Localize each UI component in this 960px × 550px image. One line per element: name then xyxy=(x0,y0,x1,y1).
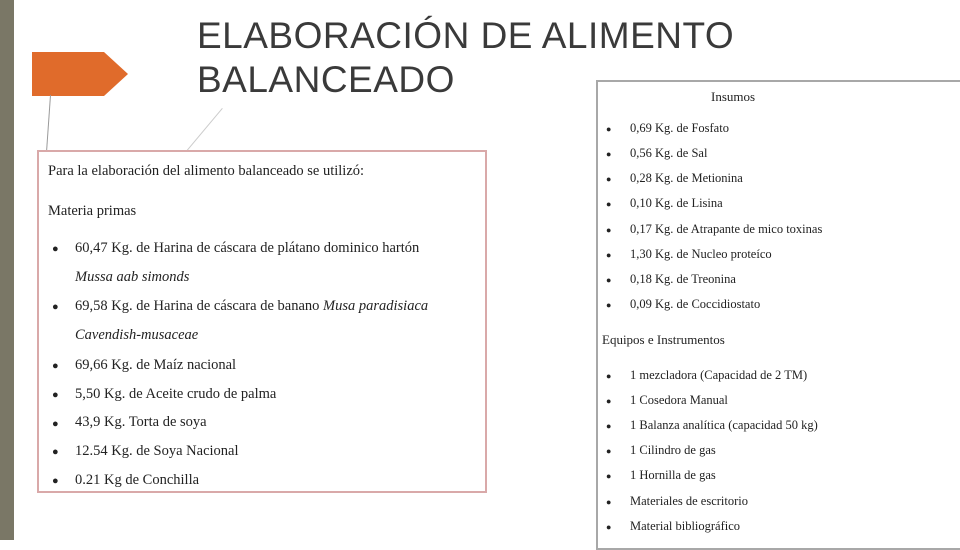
bullet-icon: ● xyxy=(606,149,612,159)
equipo-item: 1 mezcladora (Capacidad de 2 TM) xyxy=(630,368,808,382)
bullet-icon: ● xyxy=(52,243,59,255)
list-item-italic: Musa paradisiaca xyxy=(323,298,429,314)
list-item: 5,50 Kg. de Aceite crudo de palma xyxy=(75,386,277,402)
insumo-item: 0,09 Kg. de Coccidiostato xyxy=(630,297,761,311)
bullet-icon: ● xyxy=(606,174,612,184)
list-item xyxy=(75,298,428,315)
equipo-item: 1 Balanza analítica (capacidad 50 kg) xyxy=(630,418,818,432)
equipo-item: 1 Cilindro de gas xyxy=(630,443,716,457)
insumo-item: 1,30 Kg. de Nucleo proteíco xyxy=(630,247,772,261)
bullet-icon: ● xyxy=(606,421,612,431)
list-item: 43,9 Kg. Torta de soya xyxy=(75,414,207,430)
bullet-icon: ● xyxy=(52,418,59,430)
bullet-icon: ● xyxy=(606,522,612,532)
bullet-icon: ● xyxy=(606,300,612,310)
list-item: 69,66 Kg. de Maíz nacional xyxy=(75,357,237,373)
bullet-icon: ● xyxy=(52,389,59,401)
bullet-icon: ● xyxy=(606,371,612,381)
equipo-item: Material bibliográfico xyxy=(630,519,741,533)
materia-primas-label: Materia primas xyxy=(48,203,137,219)
bullet-icon: ● xyxy=(606,250,612,260)
left-decorative-band xyxy=(0,0,14,540)
bullet-icon: ● xyxy=(606,225,612,235)
insumos-title: Insumos xyxy=(711,89,756,104)
insumo-item: 0,28 Kg. de Metionina xyxy=(630,171,743,185)
bullet-icon: ● xyxy=(52,360,59,372)
insumo-item: 0,17 Kg. de Atrapante de mico toxinas xyxy=(630,222,823,236)
list-item-continuation: Cavendish-musaceae xyxy=(75,327,199,343)
bullet-icon: ● xyxy=(606,275,612,285)
insumo-item: 0,10 Kg. de Lisina xyxy=(630,196,723,210)
equipo-item: Materiales de escritorio xyxy=(630,494,749,508)
list-item-text: 69,58 Kg. de Harina de cáscara de banano xyxy=(75,298,324,314)
arrow-decoration-icon xyxy=(32,52,128,96)
bullet-icon: ● xyxy=(52,446,59,458)
list-item: 12.54 Kg. de Soya Nacional xyxy=(75,443,239,459)
materia-primas-box xyxy=(37,150,487,493)
equipos-title: Equipos e Instrumentos xyxy=(602,332,725,347)
bullet-icon: ● xyxy=(606,471,612,481)
bullet-icon: ● xyxy=(606,199,612,209)
bullet-icon: ● xyxy=(606,446,612,456)
intro-text: Para la elaboración del alimento balanceado se utilizó: xyxy=(48,163,365,179)
bullet-icon: ● xyxy=(52,475,59,487)
insumo-item: 0,56 Kg. de Sal xyxy=(630,146,708,160)
equipo-item: 1 Hornilla de gas xyxy=(630,468,716,482)
list-item: 0.21 Kg de Conchilla xyxy=(75,472,200,488)
bullet-icon: ● xyxy=(606,124,612,134)
list-item: 60,47 Kg. de Harina de cáscara de plátano dominico hartón xyxy=(75,240,420,256)
slide-title: ELABORACIÓN DE ALIMENTO BALANCEADO xyxy=(197,15,735,100)
list-item-continuation: Mussa aab simonds xyxy=(75,269,190,285)
bullet-icon: ● xyxy=(606,396,612,406)
insumo-item: 0,69 Kg. de Fosfato xyxy=(630,121,729,135)
bullet-icon: ● xyxy=(52,301,59,313)
insumo-item: 0,18 Kg. de Treonina xyxy=(630,272,736,286)
bullet-icon: ● xyxy=(606,497,612,507)
decorative-line xyxy=(183,108,222,155)
equipo-item: 1 Cosedora Manual xyxy=(630,393,728,407)
